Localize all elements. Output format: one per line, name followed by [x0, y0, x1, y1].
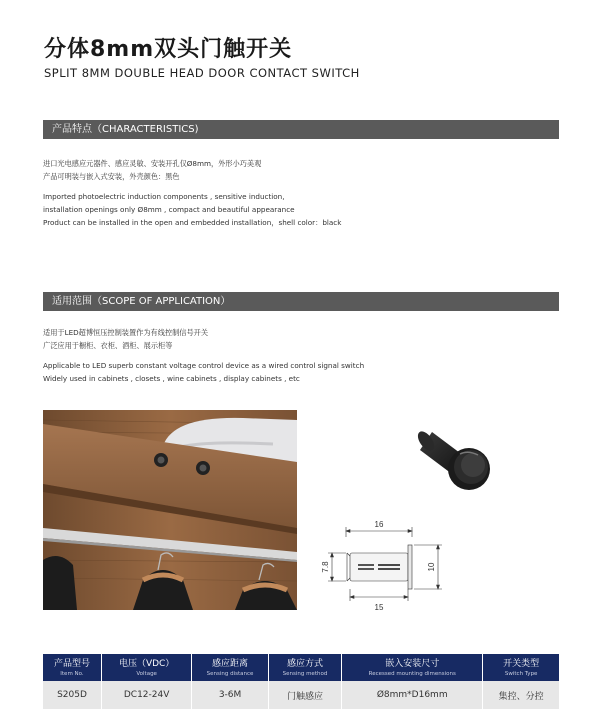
header-sensing-distance [192, 654, 269, 681]
cell-switch-type: 集控、分控 [483, 681, 559, 709]
scope-text [43, 326, 364, 385]
dimension-drawing [318, 515, 448, 615]
header-cn: 电压（VDC） [118, 659, 175, 669]
scope-en-line: Widely used in cabinets , closets , wine cabinets , display cabinets , etc [43, 374, 300, 383]
header-sensing-method [268, 654, 341, 681]
page-subtitle: SPLIT 8MM DOUBLE HEAD DOOR CONTACT SWITCH [44, 66, 360, 80]
page-title: 分体8mm双头门触开关 [44, 37, 293, 62]
header-switch-type [483, 654, 559, 681]
header-en: Recessed mounting dimensions [368, 671, 456, 677]
cell-sensing-method: 门触感应 [268, 681, 341, 709]
spec-table [43, 654, 559, 709]
characteristics-cn-line: 进口光电感应元器件、感应灵敏、安装开孔仅Ø8mm，外形小巧美观 [43, 159, 262, 168]
dim-right-label: 10 [427, 562, 436, 572]
characteristics-en-line: Product can be installed in the open and embedded installation，shell color：black [43, 218, 342, 227]
header-en: Voltage [136, 671, 157, 677]
spec-header-row [43, 654, 559, 681]
header-cn: 嵌入安装尺寸 [385, 659, 440, 669]
header-mounting [342, 654, 483, 681]
scope-cn-line: 广泛应用于橱柜、衣柜、酒柜、展示柜等 [43, 341, 173, 350]
dim-bottom-label: 15 [374, 603, 384, 612]
header-voltage [101, 654, 191, 681]
table-row [43, 681, 559, 709]
header-cn: 感应方式 [286, 659, 323, 669]
dim-left-label: 7.8 [321, 561, 330, 573]
scope-cn-line: 适用于LED超博恒压控制装置作为有线控制信号开关 [43, 328, 209, 337]
scope-heading: 适用范围（SCOPE OF APPLICATION） [43, 292, 559, 311]
header-en: Sensing method [282, 671, 328, 677]
header-en: Item No. [60, 671, 84, 677]
characteristics-en-line: installation openings only Ø8mm , compact and beautiful appearance [43, 205, 295, 214]
application-photo [43, 410, 297, 610]
cell-sensing-distance: 3-6M [192, 681, 269, 709]
characteristics-heading: 产品特点（CHARACTERISTICS) [43, 120, 559, 139]
characteristics-en-line: Imported photoelectric induction components , sensitive induction, [43, 192, 285, 201]
header-item-no [43, 654, 101, 681]
header-en: Sensing distance [206, 671, 254, 677]
header-cn: 产品型号 [53, 659, 90, 669]
header-cn: 感应距离 [212, 659, 249, 669]
header-cn: 开关类型 [503, 659, 540, 669]
dim-top-label: 16 [374, 520, 384, 529]
characteristics-cn-line: 产品可明装与嵌入式安装，外壳颜色：黑色 [43, 172, 180, 181]
cell-voltage: DC12-24V [101, 681, 191, 709]
characteristics-text [43, 157, 341, 229]
scope-en-line: Applicable to LED superb constant voltage control device as a wired control signal switch [43, 361, 365, 370]
cell-item-no: S205D [43, 681, 101, 709]
product-image [410, 410, 520, 490]
header-en: Switch Type [504, 671, 538, 677]
cell-mounting: Ø8mm*D16mm [342, 681, 483, 709]
